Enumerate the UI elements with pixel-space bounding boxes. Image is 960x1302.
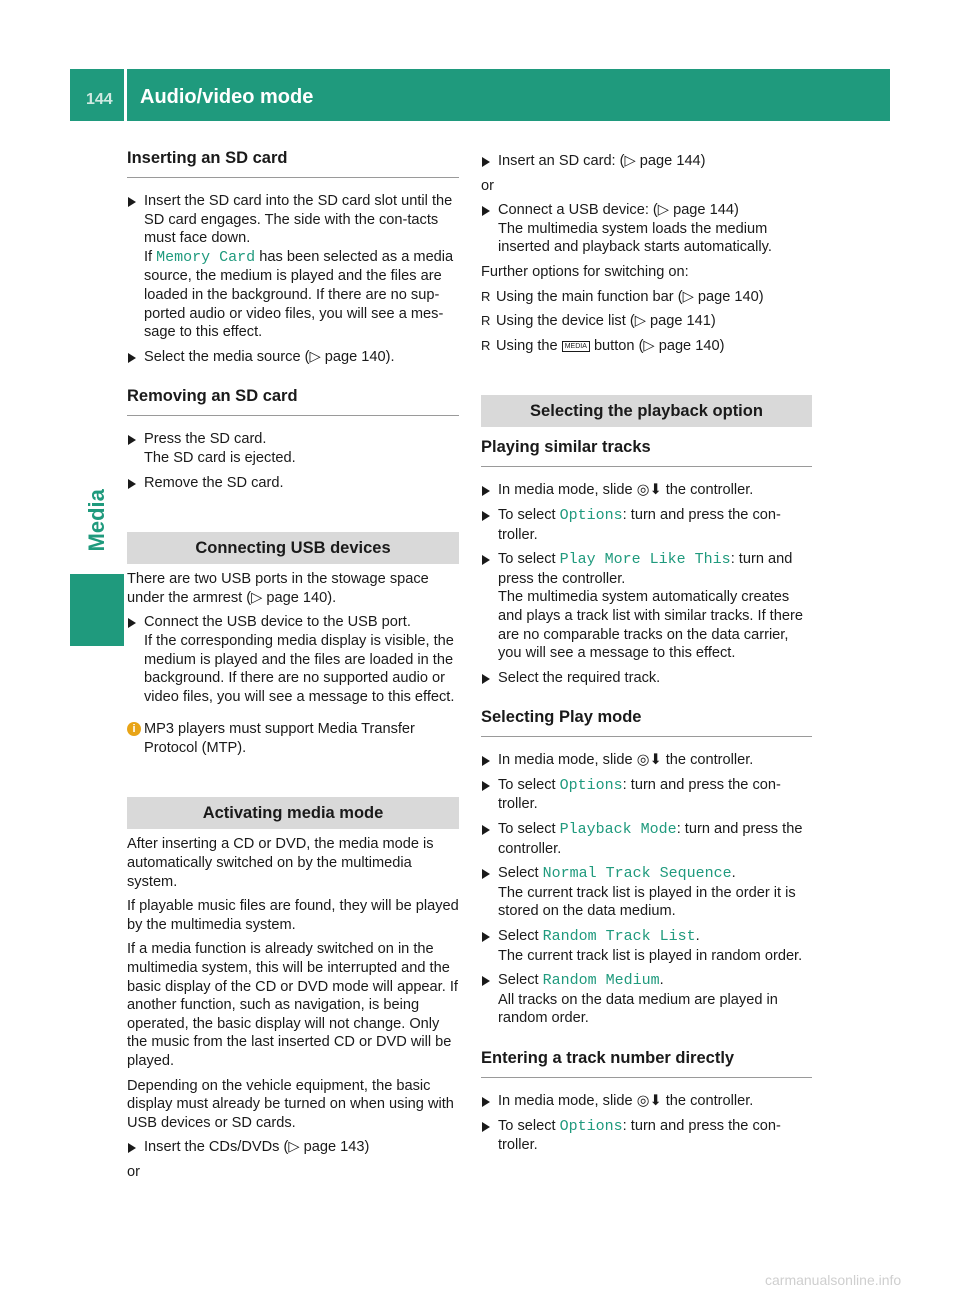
bullet-item xyxy=(481,337,812,356)
side-tab-text: Media xyxy=(83,488,109,552)
step xyxy=(481,1092,812,1111)
heading-inserting-sd: Inserting an SD card xyxy=(127,148,459,178)
step xyxy=(127,1138,459,1157)
paragraph: Further options for switching on: xyxy=(481,263,689,280)
step-text: Select Random Medium. xyxy=(498,972,664,990)
step-result: The multimedia system loads the medium inserted and playback starts automatically. xyxy=(498,220,772,256)
paragraph: If a media function is already switched on in the multimedia system, this will be interrupted and the basic display of the CD or DVD mode will appear. If another function, such as navigation, is being operated, the basic display will not change. Only the music from the last inserted CD or DVD will be played. xyxy=(127,941,458,1069)
step-text: If Memory Card has been selected as a media source, the medium is played and the files are loaded in the background. If there are no sup-ported audio or video files, you will see a mes-sage to this effect. xyxy=(144,248,454,341)
paragraph: Depending on the vehicle equipment, the basic display must already be turned on when using with USB devices or SD cards. xyxy=(127,1077,454,1131)
step-result: The current track list is played in the order it is stored on the data medium. xyxy=(498,884,796,920)
paragraph: There are two USB ports in the stowage space under the armrest (▷ page 140). xyxy=(127,571,429,606)
section-band-usb: Connecting USB devices xyxy=(127,532,459,564)
page-number: 144 xyxy=(86,91,113,108)
page-header xyxy=(70,69,890,121)
heading-track-number: Entering a track number directly xyxy=(481,1048,812,1078)
step-arrow-icon xyxy=(482,1122,490,1132)
step xyxy=(481,201,812,257)
heading-play-mode: Selecting Play mode xyxy=(481,707,812,737)
media-button-icon: MEDIA xyxy=(562,341,590,352)
step-text: Select the media source (▷ page 140). xyxy=(144,348,395,365)
step-arrow-icon xyxy=(482,756,490,766)
step-text: To select Options: turn and press the con-troller. xyxy=(498,506,781,543)
step-text: To select Options: turn and press the con-troller. xyxy=(498,1117,781,1154)
or-text: or xyxy=(481,177,494,194)
step xyxy=(481,927,812,965)
or-text: or xyxy=(127,1163,140,1180)
info-text: MP3 players must support Media Transfer Protocol (MTP). xyxy=(144,721,415,756)
step-arrow-icon xyxy=(482,555,490,565)
step xyxy=(481,1117,812,1155)
step-text: Press the SD card. xyxy=(144,431,267,448)
step-text: Connect the USB device to the USB port. xyxy=(144,614,411,631)
bullet-mark-icon: R xyxy=(481,288,491,304)
step-text: In media mode, slide ◎⬇ the controller. xyxy=(498,752,754,769)
left-column xyxy=(127,148,459,1182)
bullet-mark-icon: R xyxy=(481,313,491,329)
step xyxy=(127,430,459,467)
info-note xyxy=(127,720,459,757)
step-arrow-icon xyxy=(482,674,490,684)
step-result: If the corresponding media display is visible, the medium is played and the files are loaded in the background. If there are no supported audio or video files, you will see a message to this effect. xyxy=(144,632,455,705)
bullet-text: Using the main function bar (▷ page 140) xyxy=(496,288,764,305)
bullet-mark-icon: R xyxy=(481,337,491,353)
step-arrow-icon xyxy=(128,197,136,207)
step-arrow-icon xyxy=(482,157,490,167)
step-result: The multimedia system automatically creates and plays a track list with similar tracks. If there are no comparable tracks on the data carrier, you will see a message to this effect. xyxy=(498,589,803,662)
side-tab-label xyxy=(82,470,112,570)
step xyxy=(481,506,812,544)
step-arrow-icon xyxy=(482,869,490,879)
step xyxy=(481,971,812,1028)
step-arrow-icon xyxy=(128,1143,136,1153)
step-text: In media mode, slide ◎⬇ the controller. xyxy=(498,1093,754,1109)
step xyxy=(481,152,812,171)
step xyxy=(481,481,812,500)
section-band-activate: Activating media mode xyxy=(127,797,459,829)
step-arrow-icon xyxy=(482,206,490,216)
step-text: Insert the SD card into the SD card slot until the SD card engages. The side with the con-tacts must face down. xyxy=(144,193,453,247)
paragraph: After inserting a CD or DVD, the media mode is automatically switched on by the multimedia system. xyxy=(127,836,434,890)
step-text: To select Play More Like This: turn and press the controller. xyxy=(498,551,793,587)
step-text: Select the required track. xyxy=(498,669,661,686)
page-title: Audio/video mode xyxy=(140,86,314,108)
step-arrow-icon xyxy=(482,825,490,835)
step-result: All tracks on the data medium are played in random order. xyxy=(498,991,778,1027)
step xyxy=(481,751,812,770)
step-text: To select Options: turn and press the con-troller. xyxy=(498,776,781,813)
step-arrow-icon xyxy=(128,618,136,628)
step-arrow-icon xyxy=(128,353,136,363)
watermark: carmanualsonline.info xyxy=(765,1272,902,1288)
side-tab-spacer xyxy=(70,121,124,473)
menu-term: Options xyxy=(559,506,623,524)
step-result: The SD card is ejected. xyxy=(144,449,296,466)
menu-term: Random Track List xyxy=(542,928,696,946)
bullet-text: Using the device list (▷ page 141) xyxy=(496,313,716,330)
step-text: Connect a USB device: (▷ page 144) xyxy=(498,202,739,219)
step-arrow-icon xyxy=(482,486,490,496)
step-text: Insert the CDs/DVDs (▷ page 143) xyxy=(144,1139,370,1156)
step-text: To select Playback Mode: turn and press the controller. xyxy=(498,821,803,857)
bullet-item xyxy=(481,312,812,331)
menu-term: Play More Like This xyxy=(559,551,731,569)
step xyxy=(481,550,812,663)
step xyxy=(481,864,812,921)
right-column xyxy=(481,152,812,1155)
step-arrow-icon xyxy=(128,479,136,489)
step-arrow-icon xyxy=(482,932,490,942)
step-text: Select Random Track List. xyxy=(498,928,700,946)
step-arrow-icon xyxy=(482,781,490,791)
menu-term: Playback Mode xyxy=(559,821,677,839)
step xyxy=(481,820,812,858)
step xyxy=(127,192,459,342)
step xyxy=(127,474,459,493)
side-tab-marker xyxy=(70,574,124,646)
step-text: Select Normal Track Sequence. xyxy=(498,865,736,883)
header-divider xyxy=(124,69,127,121)
step-text: In media mode, slide ◎⬇ the controller. xyxy=(498,482,754,499)
step-text: Insert an SD card: (▷ page 144) xyxy=(498,153,706,169)
step-result: The current track list is played in random order. xyxy=(498,947,803,964)
step xyxy=(127,613,459,706)
step xyxy=(127,348,459,367)
info-icon: i xyxy=(127,722,141,736)
menu-term: Memory Card xyxy=(156,248,256,266)
heading-removing-sd: Removing an SD card xyxy=(127,386,459,416)
menu-term: Options xyxy=(559,1117,623,1135)
menu-term: Random Medium xyxy=(542,972,660,990)
heading-playing-similar: Playing similar tracks xyxy=(481,437,812,467)
step xyxy=(481,669,812,688)
step-arrow-icon xyxy=(482,976,490,986)
section-band-playback: Selecting the playback option xyxy=(481,395,812,427)
step xyxy=(481,776,812,814)
paragraph: If playable music files are found, they will be played by the multimedia system. xyxy=(127,898,459,933)
step-arrow-icon xyxy=(482,511,490,521)
bullet-text: Using the MEDIA button (▷ page 140) xyxy=(496,337,725,354)
step-text: Remove the SD card. xyxy=(144,474,284,491)
bullet-item xyxy=(481,288,812,307)
step-arrow-icon xyxy=(128,435,136,445)
step-arrow-icon xyxy=(482,1097,490,1107)
menu-term: Options xyxy=(559,776,623,794)
menu-term: Normal Track Sequence xyxy=(542,865,732,883)
